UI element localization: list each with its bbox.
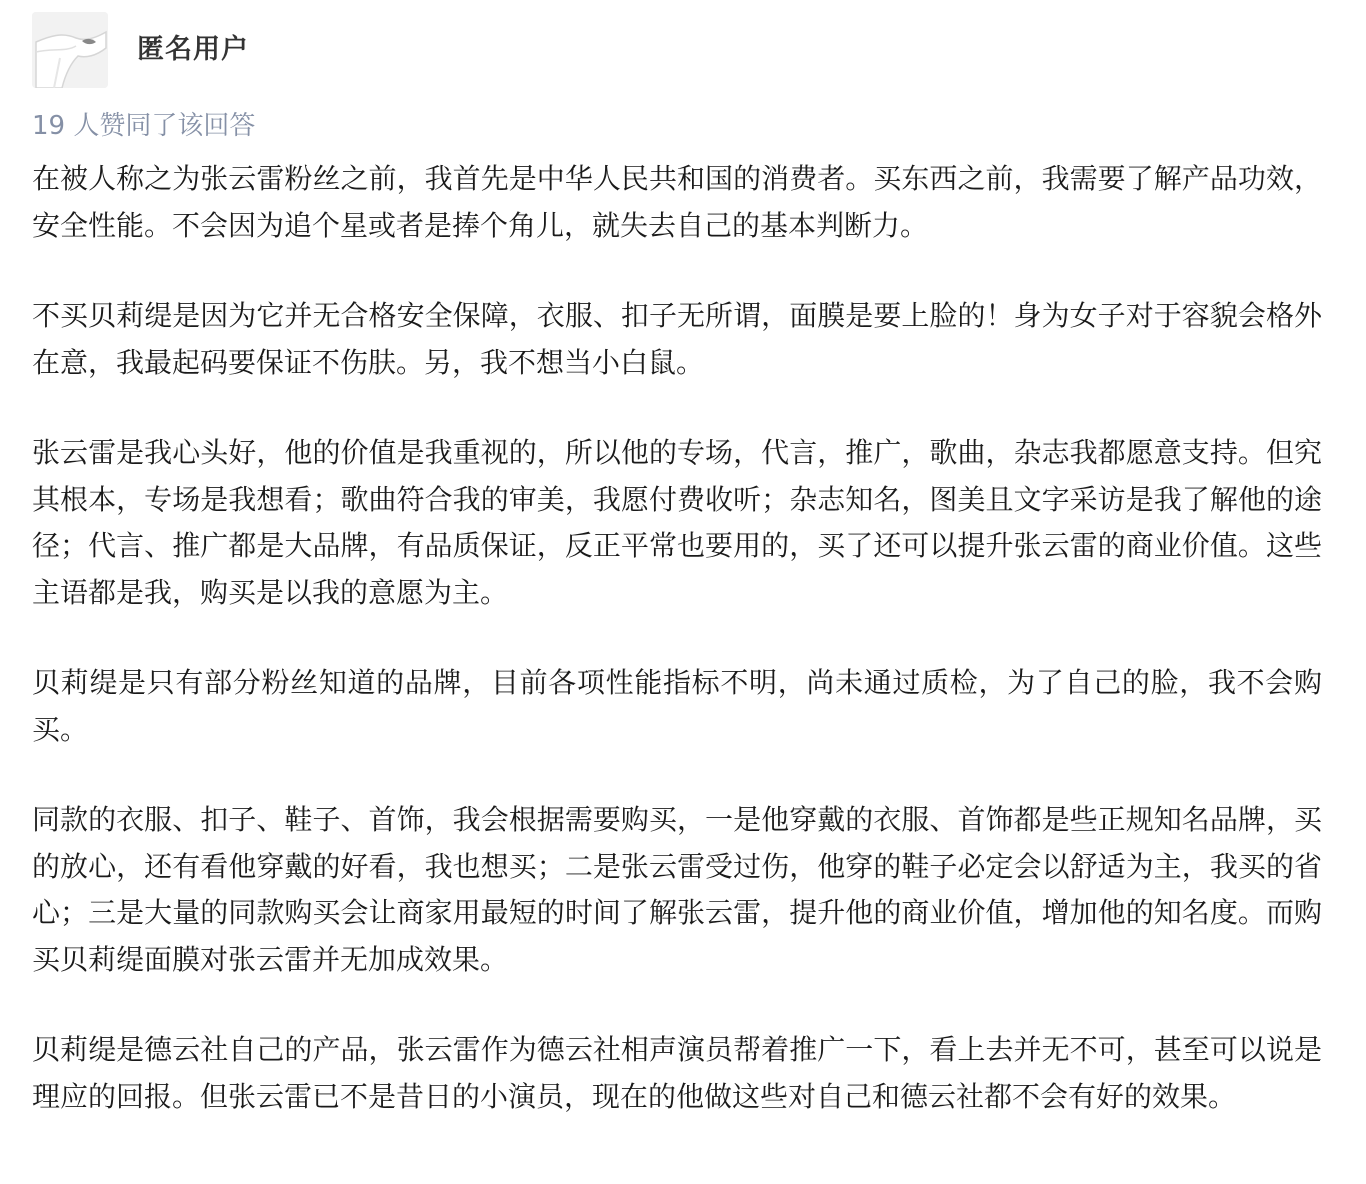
answer-paragraph: 贝莉缇是德云社自己的产品，张云雷作为德云社相声演员帮着推广一下，看上去并无不可，甚至可以说是理应的回报。但张云雷已不是昔日的小演员，现在的他做这些对自己和德云社都不会有好的效果。 <box>32 1033 1322 1113</box>
author-header <box>32 12 249 88</box>
answer-paragraph: 在被人称之为张云雷粉丝之前，我首先是中华人民共和国的消费者。买东西之前，我需要了解产品功效，安全性能。不会因为追个星或者是捧个角儿，就失去自己的基本判断力。 <box>32 162 1322 242</box>
answer-paragraph: 同款的衣服、扣子、鞋子、首饰，我会根据需要购买，一是他穿戴的衣服、首饰都是些正规知名品牌，买的放心，还有看他穿戴的好看，我也想买；二是张云雷受过伤，他穿的鞋子必定会以舒适为主，我买的省心；三是大量的同款购买会让商家用最短的时间了解张云雷，提升他的商业价值，增加他的知名度。而购买贝莉缇面膜对张云雷并无加成效果。 <box>32 803 1322 976</box>
author-name[interactable]: 匿名用户 <box>137 33 249 65</box>
anonymous-avatar[interactable] <box>32 12 108 88</box>
answer-paragraph: 张云雷是我心头好，他的价值是我重视的，所以他的专场，代言，推广，歌曲，杂志我都愿意支持。但究其根本，专场是我想看；歌曲符合我的审美，我愿付费收听；杂志知名，图美且文字采访是我了解他的途径；代言、推广都是大品牌，有品质保证，反正平常也要用的，买了还可以提升张云雷的商业价值。这些主语都是我，购买是以我的意愿为主。 <box>32 436 1322 609</box>
answer-content <box>32 156 1322 1164</box>
anonymous-mask-icon <box>32 12 108 88</box>
answer-paragraph: 不买贝莉缇是因为它并无合格安全保障，衣服、扣子无所谓，面膜是要上脸的！身为女子对于容貌会格外在意，我最起码要保证不伤肤。另，我不想当小白鼠。 <box>32 299 1322 379</box>
vote-count[interactable]: 19 人赞同了该回答 <box>32 111 256 141</box>
answer-paragraph: 贝莉缇是只有部分粉丝知道的品牌，目前各项性能指标不明，尚未通过质检，为了自己的脸，我不会购买。 <box>32 666 1322 746</box>
